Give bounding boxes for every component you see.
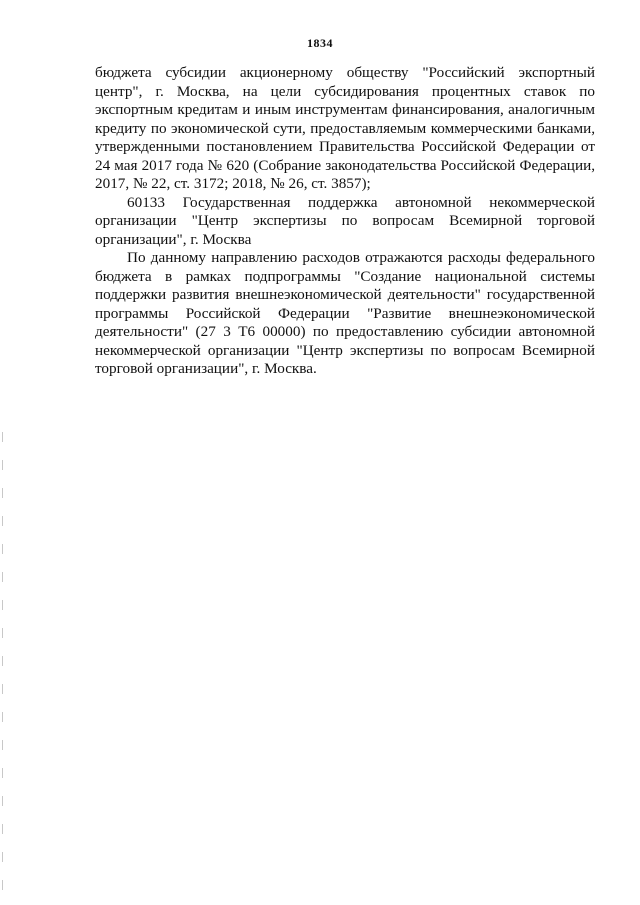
paragraph-code-60133: 60133 Государственная поддержка автономной некоммерческой организации "Центр экспертизы по вопросам Всемирной торговой организации", г. Москва	[95, 193, 595, 248]
page-number: 1834	[307, 36, 333, 50]
paragraph-continuation: бюджета субсидии акционерному обществу "Российский экспортный центр", г. Москва, на цели субсидирования процентных ставок по экспортным кредитам и иным инструментам финансирования, аналогичным кредиту по экономической сути, предоставляемым коммерческими банками, утвержденными постановлением Правительства Российской Федерации от 24 мая 2017 года № 620 (Собрание законодательства Российской Федерации, 2017, № 22, ст. 3172; 2018, № 26, ст. 3857);	[95, 64, 595, 192]
document-body	[95, 64, 595, 379]
paragraph-expense-description: По данному направлению расходов отражаются расходы федерального бюджета в рамках подпрограммы "Создание национальной системы поддержки развития внешнеэкономической деятельности" государственной программы Российской Федерации "Развитие внешнеэкономической деятельности" (27 3 Т6 00000) по предоставлению субсидии автономной некоммерческой организации "Центр экспертизы по вопросам Всемирной торговой организации", г. Москва.	[95, 249, 595, 377]
scan-edge-mark	[2, 432, 3, 902]
